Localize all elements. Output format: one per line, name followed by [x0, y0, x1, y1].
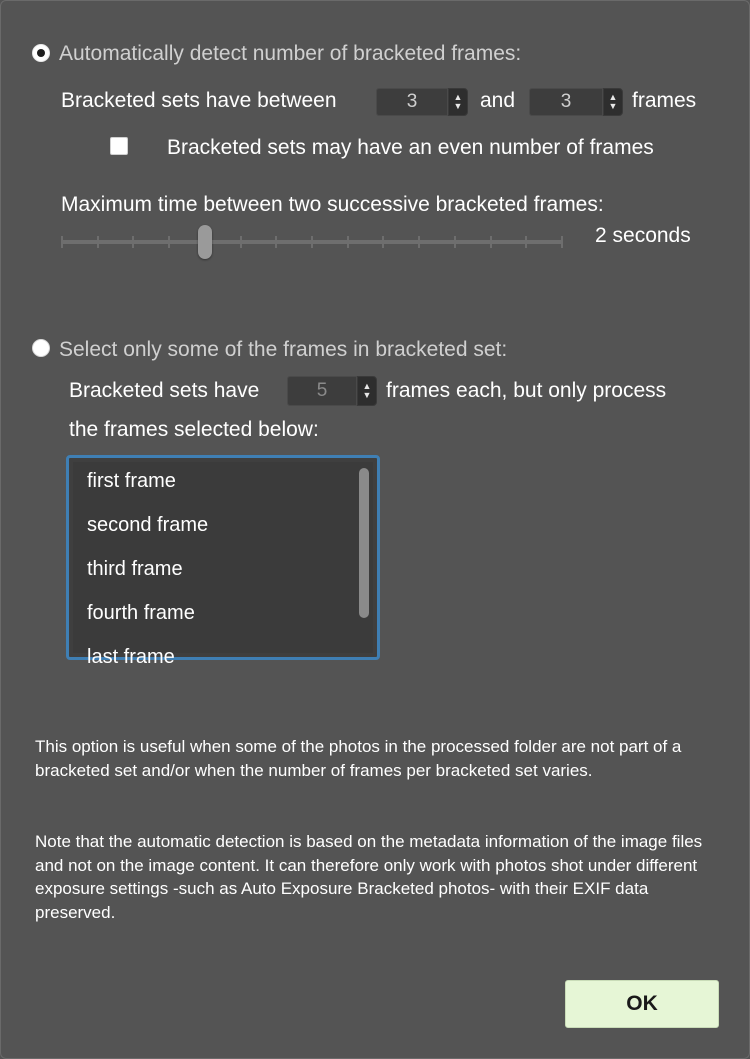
list-scrollbar[interactable]: [359, 468, 369, 618]
selected-below-label: the frames selected below:: [69, 418, 319, 441]
stepper-arrows-icon[interactable]: ▲ ▼: [448, 88, 468, 116]
slider-tick: [525, 236, 527, 248]
list-item[interactable]: first frame: [87, 470, 176, 492]
stepper-arrows-icon[interactable]: ▲ ▼: [603, 88, 623, 116]
slider-tick: [490, 236, 492, 248]
slider-tick: [454, 236, 456, 248]
list-item[interactable]: second frame: [87, 514, 209, 536]
slider-tick: [561, 236, 563, 248]
max-time-slider[interactable]: [61, 223, 563, 263]
slider-tick: [97, 236, 99, 248]
slider-tick: [418, 236, 420, 248]
auto-detect-radio[interactable]: [32, 44, 50, 62]
slider-tick: [275, 236, 277, 248]
slider-tick: [347, 236, 349, 248]
and-label: and: [480, 89, 516, 112]
slider-tick: [240, 236, 242, 248]
max-time-label: Maximum time between two successive bracketed frames:: [61, 193, 604, 216]
list-item[interactable]: last frame: [87, 646, 175, 668]
slider-tick: [168, 236, 170, 248]
max-frames-value[interactable]: 3: [529, 88, 603, 116]
frames-each-value[interactable]: 5: [287, 376, 357, 406]
slider-tick: [382, 236, 384, 248]
info-paragraph-1: This option is useful when some of the photos in the processed folder are not part of a bracketed set and/or when the number of frames per bracketed set varies.: [35, 737, 682, 780]
auto-detect-radio-label[interactable]: Automatically detect number of bracketed frames:: [59, 42, 522, 65]
select-some-radio[interactable]: [32, 339, 50, 357]
frames-listbox[interactable]: [66, 455, 380, 668]
frames-each-stepper[interactable]: [287, 376, 377, 406]
select-some-radio-label[interactable]: Select only some of the frames in bracketed set:: [59, 338, 508, 361]
even-frames-checkbox-label[interactable]: Bracketed sets may have an even number of frames: [167, 136, 654, 159]
frames-label: frames: [632, 89, 697, 112]
sets-have-label: Bracketed sets have: [69, 379, 260, 402]
slider-thumb[interactable]: [198, 225, 212, 259]
slider-tick: [311, 236, 313, 248]
slider-tick: [132, 236, 134, 248]
slider-tick: [61, 236, 63, 248]
even-frames-checkbox[interactable]: [110, 137, 128, 155]
stepper-arrows-icon[interactable]: ▲ ▼: [357, 376, 377, 406]
between-label: Bracketed sets have between: [61, 89, 337, 112]
info-paragraph-2: Note that the automatic detection is based on the metadata information of the image files and not on the image content. It can therefore only work with photos shot under different exposure settings -such as Auto Exposure Bracketed photos- with their EXIF data preserved.: [35, 832, 703, 922]
min-frames-stepper[interactable]: [376, 88, 468, 116]
min-frames-value[interactable]: 3: [376, 88, 448, 116]
ok-button[interactable]: OK: [565, 980, 719, 1028]
max-time-value: 2 seconds: [595, 224, 691, 247]
max-frames-stepper[interactable]: [529, 88, 623, 116]
list-item[interactable]: third frame: [87, 558, 183, 580]
frames-list[interactable]: [73, 462, 373, 668]
list-item[interactable]: fourth frame: [87, 602, 195, 624]
frames-each-suffix: frames each, but only process: [386, 379, 667, 402]
